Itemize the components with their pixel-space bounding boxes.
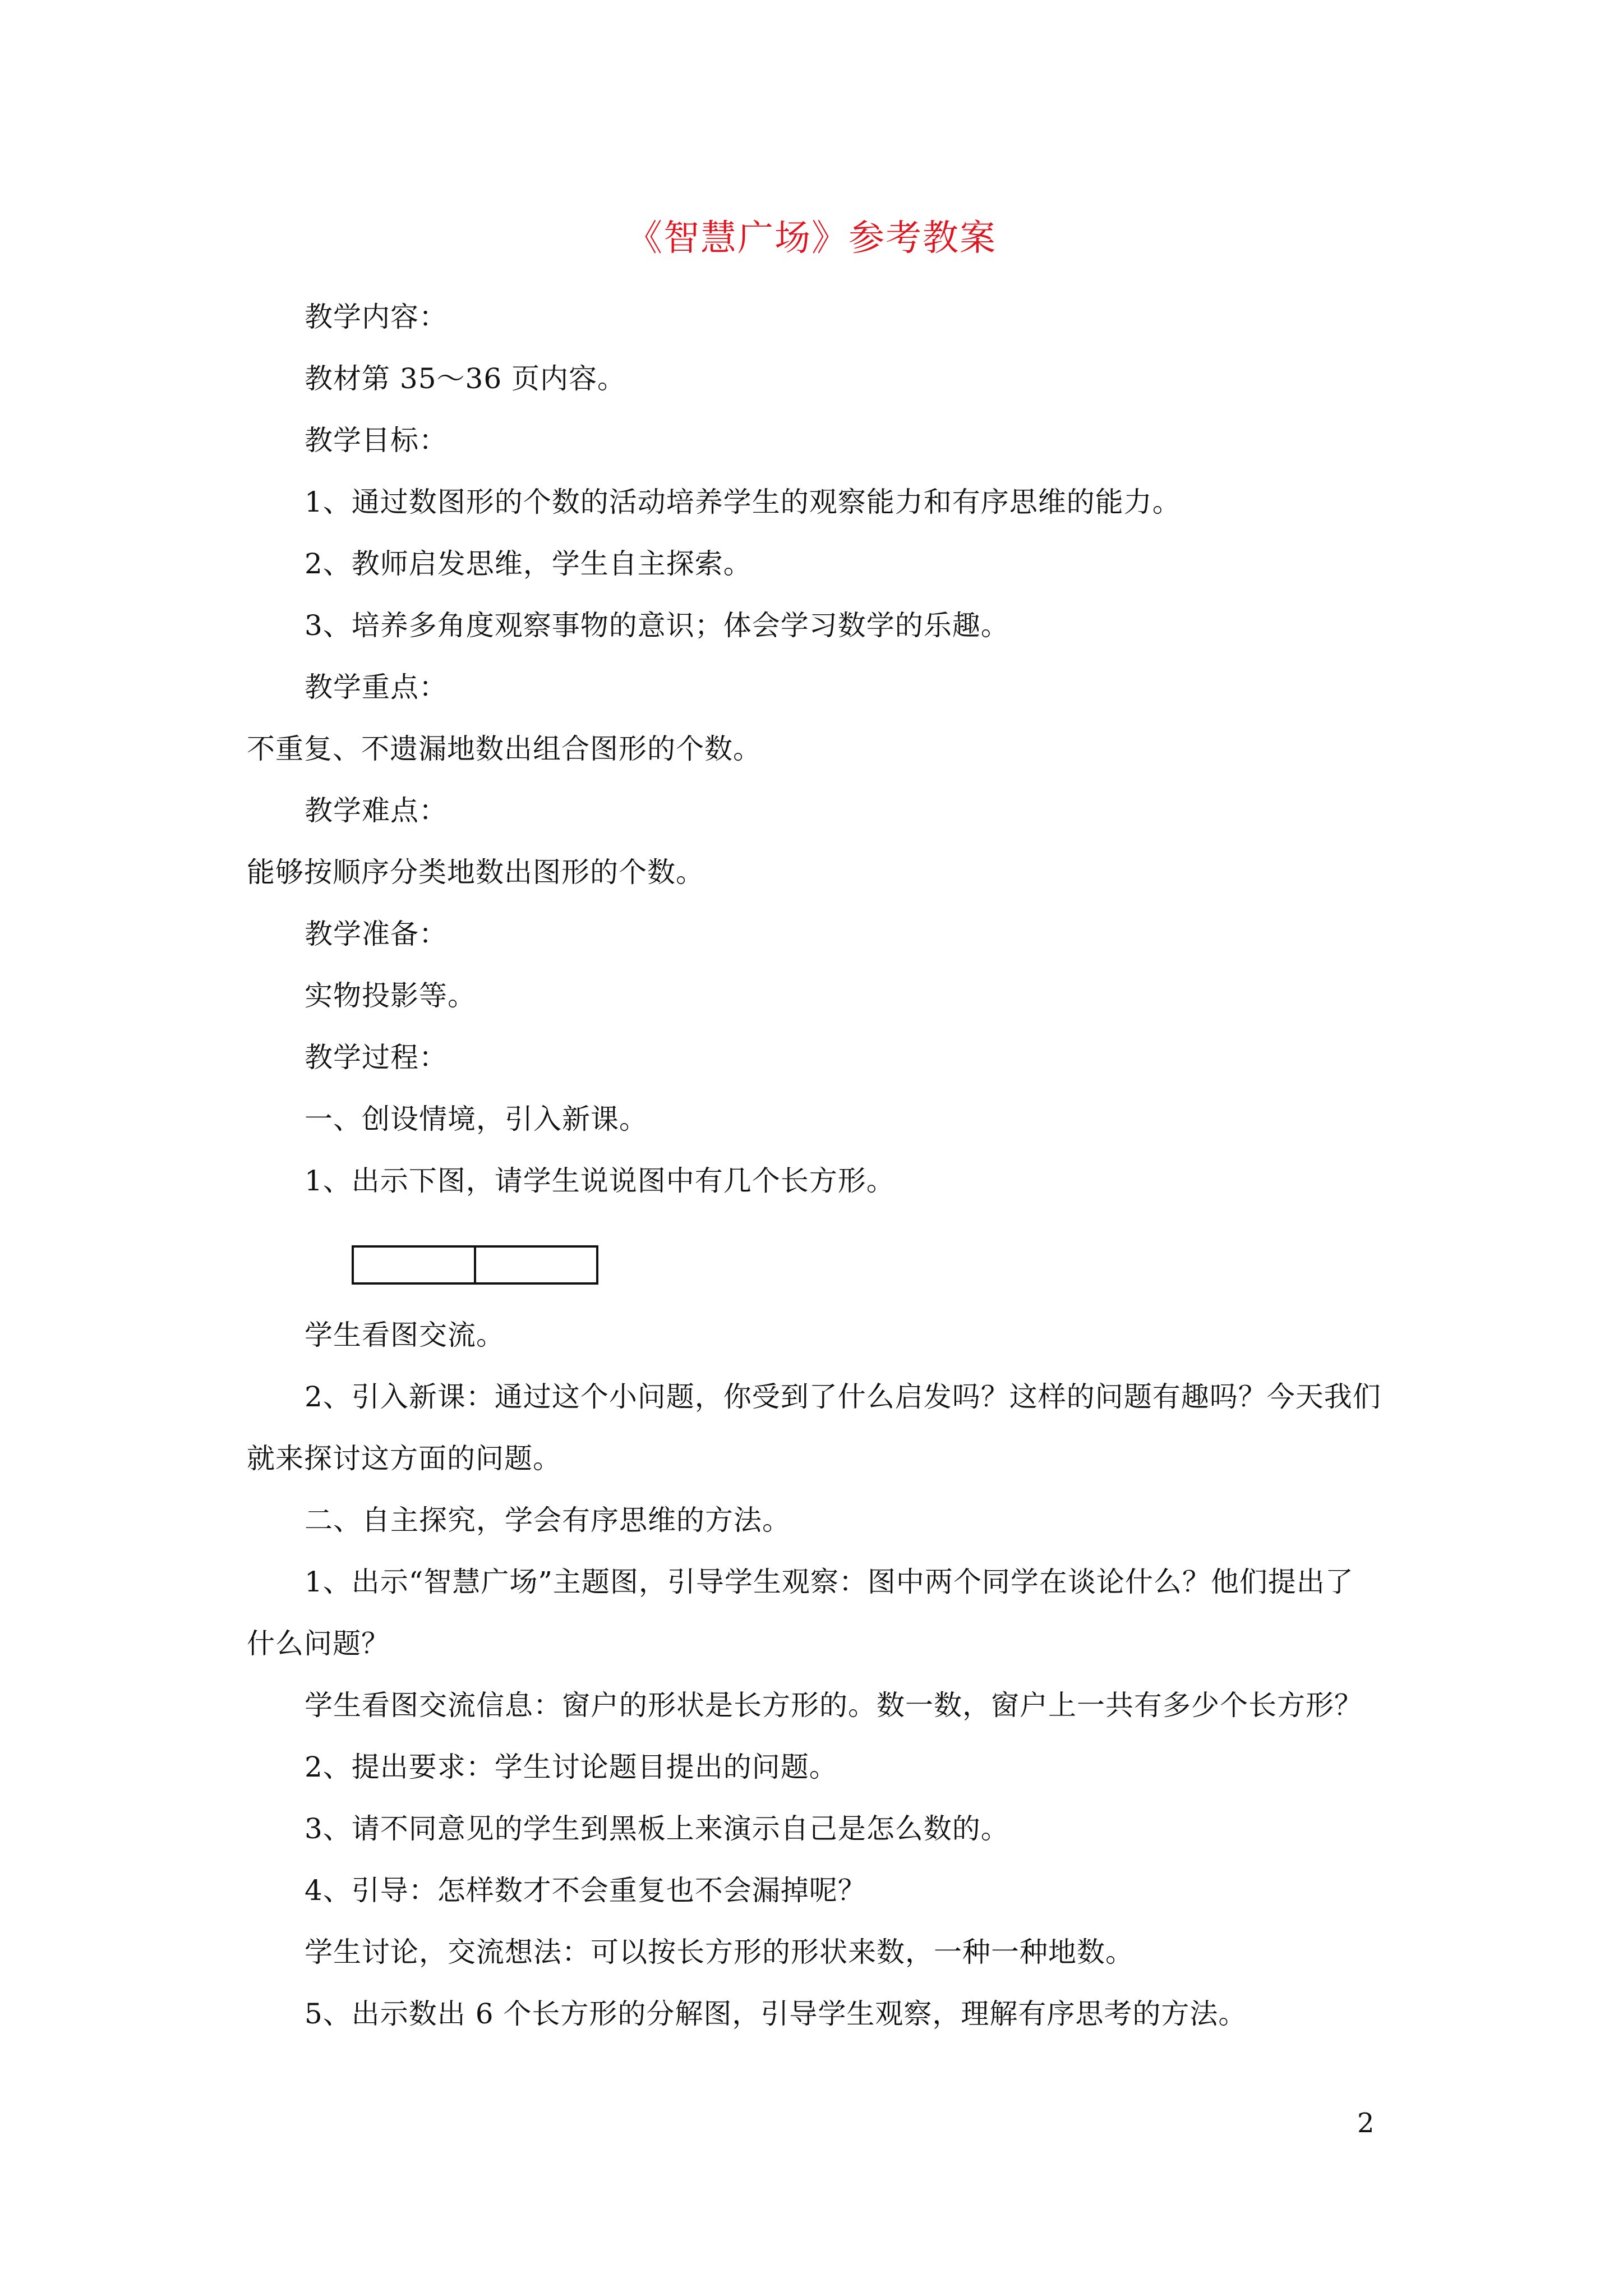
step-two-item-4: 4、引导：怎样数才不会重复也不会漏掉呢？ bbox=[305, 1874, 866, 1907]
objective-1: 1、通过数图形的个数的活动培养学生的观察能力和有序思维的能力。 bbox=[305, 486, 1181, 518]
students-info-text: 学生看图交流信息：窗户的形状是长方形的。数一数，窗户上一共有多少个长方形？ bbox=[305, 1689, 1363, 1722]
step-one-item-2-line-2: 就来探讨这方面的问题。 bbox=[247, 1442, 561, 1475]
difficulties-text: 能够按顺序分类地数出图形的个数。 bbox=[247, 856, 704, 889]
step-one-item-2-line-1: 2、引入新课：通过这个小问题，你受到了什么启发吗？这样的问题有趣吗？今天我们 bbox=[305, 1381, 1381, 1413]
students-ideas-text: 学生讨论，交流想法：可以按长方形的形状来数，一种一种地数。 bbox=[305, 1936, 1134, 1968]
section-heading-objectives: 教学目标： bbox=[305, 424, 448, 457]
students-discuss-text: 学生看图交流。 bbox=[305, 1319, 505, 1351]
step-one-heading: 一、创设情境，引入新课。 bbox=[305, 1103, 648, 1135]
figure-divider-line bbox=[474, 1248, 476, 1282]
content-text: 教材第 35～36 页内容。 bbox=[305, 362, 626, 395]
step-two-item-2: 2、提出要求：学生讨论题目提出的问题。 bbox=[305, 1751, 838, 1783]
section-heading-content: 教学内容： bbox=[305, 301, 448, 333]
document-title: 《智慧广场》参考教案 bbox=[626, 218, 997, 259]
section-heading-preparation: 教学准备： bbox=[305, 918, 448, 950]
step-two-heading: 二、自主探究，学会有序思维的方法。 bbox=[305, 1504, 791, 1536]
step-two-item-1-line-1: 1、出示“智慧广场”主题图，引导学生观察：图中两个同学在谈论什么？他们提出了 bbox=[305, 1566, 1354, 1598]
two-rectangle-figure bbox=[352, 1245, 598, 1285]
section-heading-key-points: 教学重点： bbox=[305, 671, 448, 703]
step-two-item-1-line-2: 什么问题？ bbox=[247, 1627, 390, 1660]
step-two-item-5: 5、出示数出 6 个长方形的分解图，引导学生观察，理解有序思考的方法。 bbox=[305, 1998, 1247, 2030]
step-two-item-3: 3、请不同意见的学生到黑板上来演示自己是怎么数的。 bbox=[305, 1812, 1009, 1845]
section-heading-process: 教学过程： bbox=[305, 1041, 448, 1074]
key-points-text: 不重复、不遗漏地数出组合图形的个数。 bbox=[247, 733, 762, 765]
objective-2: 2、教师启发思维，学生自主探索。 bbox=[305, 547, 752, 580]
section-heading-difficulties: 教学难点： bbox=[305, 794, 448, 827]
page-number: 2 bbox=[1357, 2108, 1375, 2139]
objective-3: 3、培养多角度观察事物的意识；体会学习数学的乐趣。 bbox=[305, 609, 1009, 642]
step-one-item-1: 1、出示下图，请学生说说图中有几个长方形。 bbox=[305, 1165, 895, 1197]
preparation-text: 实物投影等。 bbox=[305, 979, 476, 1012]
